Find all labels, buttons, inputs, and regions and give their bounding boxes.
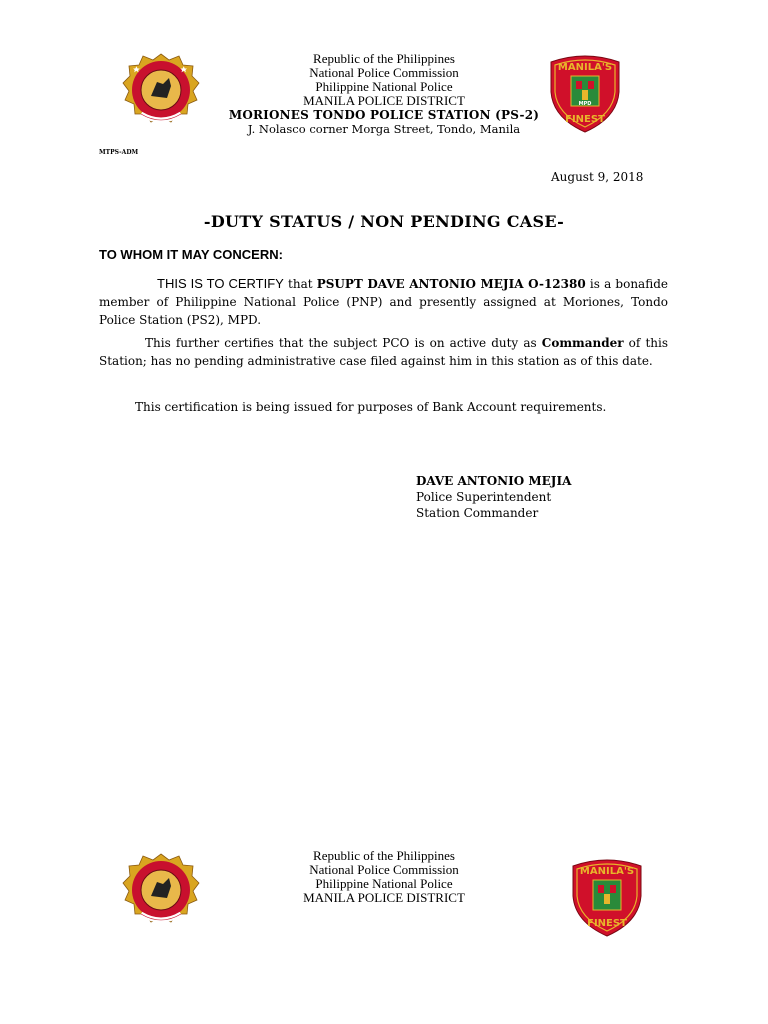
reference-code: MTPS-ADM — [99, 149, 139, 156]
header-napolcom: National Police Commission — [309, 65, 459, 80]
header-mpd: MANILA POLICE DISTRICT — [303, 93, 465, 108]
svg-text:FINEST: FINEST — [565, 114, 605, 125]
document-date: August 9, 2018 — [551, 170, 644, 184]
pnp-seal-icon-footer — [121, 852, 201, 932]
footer-napolcom: National Police Commission — [309, 862, 459, 877]
purpose-paragraph: This certification is being issued for purposes of Bank Account requirements. — [135, 400, 607, 414]
signatory-position: Station Commander — [416, 506, 539, 520]
document-title: -DUTY STATUS / NON PENDING CASE- — [203, 212, 565, 231]
signatory-name: DAVE ANTONIO MEJIA — [416, 474, 572, 488]
letterhead — [214, 52, 554, 136]
header-station: MORIONES TONDO POLICE STATION (PS-2) — [228, 108, 540, 122]
para2-text-b: of this Station; has no pending administrative case filed against him in this station as of this date. — [99, 336, 669, 368]
duty-status-paragraph — [99, 334, 668, 370]
svg-text:MANILA'S: MANILA'S — [557, 62, 613, 73]
certification-paragraph — [99, 275, 668, 329]
role-commander: Commander — [541, 336, 624, 350]
signatory-rank: Police Superintendent — [416, 490, 552, 504]
header-pnp: Philippine National Police — [315, 79, 453, 94]
para1-text-b: is a bonafide member of Philippine National Police (PNP) and presently assigned at Moriones, Tondo Police Station (PS2), MPD. — [99, 277, 668, 327]
footer-pnp: Philippine National Police — [315, 876, 453, 891]
salutation: TO WHOM IT MAY CONCERN: — [99, 247, 283, 262]
para2-text-a: This further certifies that the subject PCO is on active duty as — [145, 336, 542, 350]
svg-text:MANILA'S: MANILA'S — [579, 866, 635, 877]
subject-officer: PSUPT DAVE ANTONIO MEJIA O-12380 — [316, 277, 586, 291]
pnp-seal-icon — [121, 52, 201, 132]
mpd-badge-icon-footer — [567, 856, 647, 938]
footer-mpd: MANILA POLICE DISTRICT — [303, 890, 465, 905]
certify-lead: THIS IS TO CERTIFY — [157, 276, 284, 291]
mpd-badge-icon — [545, 52, 625, 134]
header-republic: Republic of the Philippines — [313, 51, 455, 66]
svg-text:FINEST: FINEST — [587, 918, 627, 929]
header-address: J. Nolasco corner Morga Street, Tondo, Manila — [247, 122, 521, 136]
svg-text:MPD: MPD — [578, 101, 592, 107]
footer-republic: Republic of the Philippines — [313, 848, 455, 863]
para1-text-a: that — [283, 277, 317, 291]
signature-block — [416, 473, 571, 521]
footer-letterhead — [214, 849, 554, 905]
